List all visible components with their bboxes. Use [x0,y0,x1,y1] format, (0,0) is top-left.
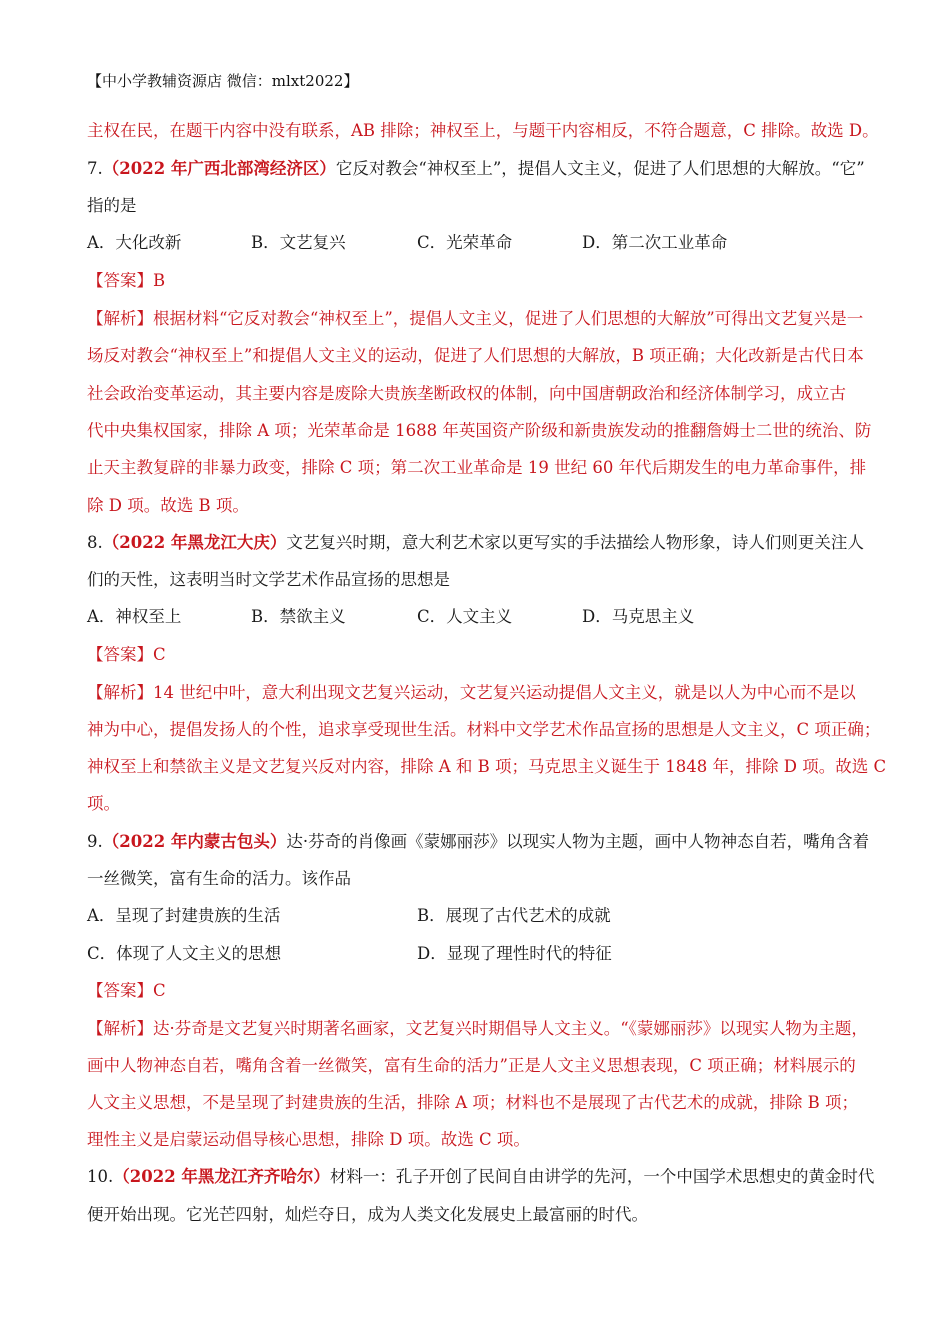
q8-stem-1: 文艺复兴时期，意大利艺术家以更写实的手法描绘人物形象，诗人们则更关注人 [286,533,864,552]
q7-analysis-line: 代中央集权国家，排除 A 项；光荣革命是 1688 年英国资产阶级和新贵族发动的推翻詹姆士二世的统治、防 [87,421,872,440]
q7-stem-1: 它反对教会“神权至上”，提倡人文主义，促进了人们思想的大解放。“它” [335,159,865,178]
q9-option-d: D．显现了理性时代的特征 [417,944,612,963]
q9-source: （2022 年内蒙古包头） [102,832,287,851]
q9-option-c: C．体现了人文主义的思想 [87,944,282,963]
q8-answer: 【答案】C [87,645,166,664]
q9-analysis-line: 理性主义是启蒙运动倡导核心思想，排除 D 项。故选 C 项。 [87,1130,530,1149]
q7-number: 7. [87,159,103,178]
q8-source: （2022 年黑龙江大庆） [102,533,287,552]
page-header: 【中小学教辅资源店 微信：mlxt2022】 [87,72,359,90]
q9-stem-line-2: 一丝微笑，富有生命的活力。该作品 [87,869,351,888]
q7-analysis-line: 止天主教复辟的非暴力政变，排除 C 项；第二次工业革命是 19 世纪 60 年代后期发生的电力革命事件，排 [87,458,867,477]
q8-option-d: D．马克思主义 [582,607,695,626]
q7-analysis-line: 除 D 项。故选 B 项。 [87,496,249,515]
q9-option-a: A．呈现了封建贵族的生活 [87,906,281,925]
q10-stem-line-2: 便开始出现。它光芒四射，灿烂夺日，成为人类文化发展史上最富丽的时代。 [87,1205,648,1224]
q7-option-b: B．文艺复兴 [251,233,346,252]
q8-number: 8. [87,533,103,552]
q10-stem-1: 材料一：孔子开创了民间自由讲学的先河，一个中国学术思想史的黄金时代 [329,1167,875,1186]
q8-analysis-line: 项。 [87,794,120,813]
q10-source: （2022 年黑龙江齐齐哈尔） [113,1167,330,1186]
q7-analysis-line: 社会政治变革运动，其主要内容是废除大贵族垄断政权的体制，向中国唐朝政治和经济体制学习，成立古 [87,384,846,403]
q10-number: 10. [87,1167,114,1186]
q7-source: （2022 年广西北部湾经济区） [102,159,336,178]
q8-option-a: A．神权至上 [87,607,182,626]
q9-analysis-line: 人文主义思想，不是呈现了封建贵族的生活，排除 A 项；材料也不是展现了古代艺术的成就，排除 B 项； [87,1093,859,1112]
q9-answer: 【答案】C [87,981,166,1000]
q8-analysis-line: 神权至上和禁欲主义是文艺复兴反对内容，排除 A 和 B 项；马克思主义诞生于 1848 年，排除 D 项。故选 C [87,757,887,776]
q8-stem-line-1 [87,532,867,554]
q7-analysis-line: 【解析】根据材料“它反对教会“神权至上”，提倡人文主义，促进了人们思想的大解放”可得出文艺复兴是一 [87,309,864,328]
q9-analysis-line: 画中人物神态自若，嘴角含着一丝微笑，富有生命的活力”正是人文主义思想表现，C 项正确；材料展示的 [87,1056,856,1075]
q8-analysis-line: 【解析】14 世纪中叶，意大利出现文艺复兴运动，文艺复兴运动提倡人文主义，就是以人为中心而不是以 [87,683,856,702]
q9-analysis-line: 【解析】达·芬奇是文艺复兴时期著名画家，文艺复兴时期倡导人文主义。“《蒙娜丽莎》以现实人物为主题， [87,1019,868,1038]
q7-option-c: C．光荣革命 [417,233,513,252]
q10-stem-line-1 [87,1166,875,1188]
q8-option-c: C．人文主义 [417,607,513,626]
q8-analysis-line: 神为中心，提倡发扬人的个性，追求享受现世生活。材料中文学艺术作品宣扬的思想是人文主义，C 项正确； [87,720,881,739]
q9-number: 9. [87,832,103,851]
q8-option-b: B．禁欲主义 [251,607,346,626]
q8-stem-line-2: 们的天性，这表明当时文学艺术作品宣扬的思想是 [87,570,450,589]
q7-option-d: D．第二次工业革命 [582,233,728,252]
q9-stem-line-1 [87,831,870,853]
q9-stem-1: 达·芬奇的肖像画《蒙娜丽莎》以现实人物为主题，画中人物神态自若，嘴角含着 [286,832,870,851]
q7-stem-line-1 [87,158,867,180]
q7-analysis-line: 场反对教会“神权至上”和提倡人文主义的运动，促进了人们思想的大解放，B 项正确；大化改新是古代日本 [87,346,864,365]
q7-stem-line-2: 指的是 [87,196,137,215]
q6-analysis-tail: 主权在民，在题干内容中没有联系，AB 排除；神权至上，与题干内容相反，不符合题意，C 排除。故选 D。 [87,121,879,140]
q9-option-b: B．展现了古代艺术的成就 [417,906,611,925]
q7-answer: 【答案】B [87,271,166,290]
q7-option-a: A．大化改新 [87,233,182,252]
